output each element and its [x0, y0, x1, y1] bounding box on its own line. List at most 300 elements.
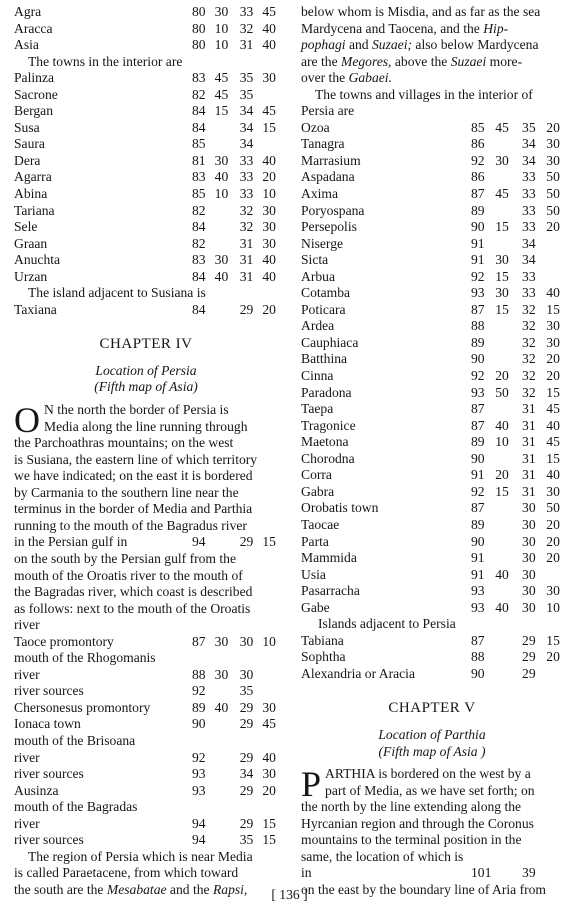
paragraph-line: on the east by the boundary line of Aria from — [301, 881, 546, 897]
latitude-minutes: 50 — [546, 500, 560, 516]
longitude-degrees: 90 — [471, 351, 485, 367]
latitude-minutes: 50 — [546, 169, 560, 185]
longitude-degrees: 93 — [471, 583, 485, 599]
latitude-degrees: 29 — [239, 815, 254, 831]
coordinate-row — [301, 236, 563, 253]
place-name: river — [14, 666, 40, 682]
longitude-degrees: 84 — [192, 301, 206, 317]
place-name: river — [14, 815, 40, 831]
coordinate-row — [14, 120, 278, 137]
place-name: Sele — [14, 219, 38, 235]
longitude-minutes: 15 — [495, 483, 509, 499]
persia-islands-table — [301, 633, 563, 683]
coordinate-row — [301, 484, 563, 501]
latitude-degrees: 34 — [239, 103, 254, 119]
coordinate-row — [301, 865, 563, 882]
latitude-minutes: 30 — [262, 235, 276, 251]
latitude-minutes: 15 — [546, 632, 560, 648]
place-name: Persepolis — [301, 219, 357, 235]
longitude-minutes: 30 — [495, 152, 509, 168]
coast-town-table — [14, 4, 278, 54]
latitude-minutes: 15 — [262, 832, 276, 848]
longitude-minutes — [215, 799, 240, 816]
paragraph-line: N the north the border of Persia is — [44, 402, 229, 418]
coordinate-row — [301, 186, 563, 203]
longitude-minutes: 40 — [214, 169, 229, 185]
latitude-minutes: 30 — [546, 152, 560, 168]
longitude-degrees: 82 — [192, 202, 206, 218]
longitude-degrees: 82 — [192, 235, 206, 251]
chapter-iv-title: CHAPTER IV — [99, 336, 193, 353]
place-name: Paradona — [301, 384, 352, 400]
latitude-degrees — [240, 799, 263, 816]
longitude-degrees: 92 — [192, 683, 206, 699]
longitude-degrees: 84 — [192, 268, 206, 284]
longitude-degrees: 91 — [471, 467, 485, 483]
latitude-degrees: 31 — [239, 235, 254, 251]
interior-town-table — [14, 70, 278, 285]
longitude-degrees — [192, 733, 215, 750]
place-name: Axima — [301, 186, 338, 202]
latitude-minutes: 20 — [546, 533, 560, 549]
longitude-minutes — [215, 219, 240, 236]
longitude-minutes — [495, 666, 522, 683]
coordinate-row — [301, 302, 563, 319]
longitude-minutes — [495, 318, 522, 335]
longitude-degrees: 87 — [471, 500, 485, 516]
latitude-minutes: 40 — [262, 37, 276, 53]
latitude-minutes — [262, 650, 278, 667]
longitude-degrees: 80 — [192, 20, 206, 36]
place-name: Cotamba — [301, 285, 351, 301]
longitude-minutes — [215, 750, 240, 767]
longitude-degrees: 82 — [192, 86, 206, 102]
left-column — [14, 4, 278, 898]
coordinate-row — [14, 21, 278, 38]
coordinate-row — [14, 103, 278, 120]
latitude-degrees: 34 — [239, 136, 254, 152]
longitude-minutes: 10 — [495, 434, 509, 450]
longitude-minutes — [215, 816, 240, 833]
latitude-degrees: 32 — [239, 219, 254, 235]
latitude-minutes: 15 — [546, 450, 560, 466]
latitude-degrees: 35 — [239, 832, 254, 848]
coordinate-row — [14, 37, 278, 54]
coordinate-row — [14, 716, 278, 733]
latitude-degrees: 35 — [239, 70, 254, 86]
latitude-minutes: 15 — [262, 815, 276, 831]
latitude-minutes: 30 — [546, 483, 560, 499]
paragraph-line: river — [14, 617, 40, 633]
longitude-minutes — [495, 649, 522, 666]
latitude-degrees: 32 — [522, 318, 536, 334]
coordinate-row — [14, 816, 278, 833]
paragraph-line: mouth of the Oroatis river to the mouth of — [14, 567, 243, 583]
longitude-degrees: 93 — [471, 285, 485, 301]
coordinate-row — [14, 534, 278, 551]
place-name: Sicta — [301, 252, 329, 268]
longitude-minutes — [495, 169, 522, 186]
latitude-minutes: 45 — [546, 434, 560, 450]
longitude-degrees: 90 — [471, 665, 485, 681]
latitude-minutes — [546, 236, 563, 253]
longitude-minutes: 40 — [495, 566, 509, 582]
latitude-degrees: 30 — [522, 516, 536, 532]
longitude-minutes: 30 — [214, 4, 229, 19]
persia-towns-table — [301, 120, 563, 616]
longitude-degrees: 88 — [471, 649, 485, 665]
latitude-minutes: 20 — [546, 219, 560, 235]
longitude-degrees: 88 — [471, 318, 485, 334]
place-name: Cinna — [301, 368, 334, 384]
paragraph-line: mountains to the terminal position in the — [301, 832, 522, 848]
coordinate-row — [14, 219, 278, 236]
latitude-minutes: 15 — [262, 534, 276, 550]
latitude-minutes: 30 — [546, 334, 560, 350]
longitude-degrees: 83 — [192, 169, 206, 185]
longitude-minutes: 40 — [495, 599, 509, 615]
place-name: Orobatis town — [301, 500, 379, 516]
coordinate-row — [301, 550, 563, 567]
coordinate-row — [301, 269, 563, 286]
longitude-minutes: 30 — [214, 152, 229, 168]
place-name: Urzan — [14, 268, 48, 284]
coordinate-row — [14, 4, 278, 21]
latitude-minutes: 45 — [262, 4, 276, 19]
longitude-minutes — [495, 335, 522, 352]
place-name: mouth of the Bagradas — [14, 799, 138, 815]
place-name: mouth of the Brisoana — [14, 732, 136, 748]
longitude-degrees: 88 — [192, 666, 206, 682]
latitude-degrees: 31 — [522, 450, 536, 466]
region-text-line: the south are the Mesabatae and the Rapsi, — [14, 881, 248, 897]
longitude-minutes — [495, 236, 522, 253]
paragraph-line: Hyrcanian region and through the Coronus — [301, 815, 534, 831]
islands-heading: Islands adjacent to Persia — [318, 616, 456, 632]
latitude-degrees: 33 — [522, 268, 536, 284]
south-border-text — [14, 551, 278, 634]
place-name: Usia — [301, 566, 326, 582]
latitude-minutes: 50 — [546, 202, 560, 218]
place-name: Bergan — [14, 103, 54, 119]
coordinate-row — [301, 351, 563, 368]
latitude-minutes: 40 — [262, 749, 276, 765]
coordinate-row — [301, 136, 563, 153]
paragraph-line: ARTHIA is bordered on the west by a — [325, 766, 531, 782]
chapter-v-paragraph — [301, 766, 563, 898]
place-name: Corra — [301, 467, 332, 483]
coordinate-row — [301, 285, 563, 302]
persian-coast-table — [14, 634, 278, 849]
longitude-minutes — [215, 203, 240, 220]
chapter-v-subtitle: Location of Parthia — [378, 726, 486, 742]
longitude-minutes — [495, 583, 522, 600]
longitude-degrees: 86 — [471, 169, 485, 185]
latitude-degrees: 33 — [522, 186, 536, 202]
latitude-degrees: 33 — [239, 4, 254, 19]
coordinate-row — [14, 203, 278, 220]
place-name: Cauphiaca — [301, 334, 359, 350]
latitude-degrees: 39 — [522, 865, 536, 881]
paragraph-line: same, the location of which is — [301, 848, 464, 864]
latitude-minutes: 40 — [546, 467, 560, 483]
latitude-degrees: 29 — [239, 782, 254, 798]
place-name: Chorodna — [301, 450, 355, 466]
latitude-degrees — [240, 733, 263, 750]
longitude-degrees: 81 — [192, 152, 206, 168]
longitude-degrees: 93 — [192, 766, 206, 782]
latitude-degrees: 31 — [239, 268, 254, 284]
longitude-degrees: 92 — [471, 368, 485, 384]
place-name: Tragonice — [301, 417, 356, 433]
longitude-minutes — [215, 534, 240, 551]
longitude-minutes — [215, 120, 240, 137]
intro-text-line: below whom is Misdia, and as far as the sea — [301, 4, 541, 19]
longitude-degrees: 87 — [471, 186, 485, 202]
latitude-degrees: 33 — [239, 152, 254, 168]
longitude-minutes: 30 — [214, 633, 229, 649]
latitude-degrees: 33 — [522, 285, 536, 301]
longitude-minutes: 45 — [214, 70, 229, 86]
coordinate-row — [301, 368, 563, 385]
coordinate-row — [301, 534, 563, 551]
coordinate-row — [301, 434, 563, 451]
coordinate-row — [14, 186, 278, 203]
place-name: Palinza — [14, 70, 55, 86]
latitude-degrees: 35 — [522, 119, 536, 135]
place-name: Aracca — [14, 20, 53, 36]
coordinate-row — [14, 169, 278, 186]
place-name: Pasarracha — [301, 583, 360, 599]
latitude-minutes: 20 — [262, 301, 276, 317]
intro-text-line: Mardycena and Taocena, and the Hip- — [301, 20, 509, 36]
paragraph-line: on the south by the Persian gulf from the — [14, 550, 236, 566]
place-name: Taocae — [301, 516, 340, 532]
longitude-minutes: 30 — [495, 252, 509, 268]
place-name: Abina — [14, 186, 48, 202]
place-name: Alexandria or Aracia — [301, 665, 415, 681]
longitude-minutes — [215, 766, 240, 783]
longitude-degrees: 89 — [471, 516, 485, 532]
longitude-degrees: 87 — [471, 401, 485, 417]
place-name: Asia — [14, 37, 39, 53]
latitude-minutes: 30 — [262, 219, 276, 235]
place-name: Gabe — [301, 599, 330, 615]
paragraph-line: as follows: next to the mouth of the Oroatis — [14, 600, 251, 616]
latitude-minutes — [262, 733, 278, 750]
latitude-degrees: 29 — [239, 716, 254, 732]
latitude-degrees: 29 — [522, 649, 536, 665]
latitude-degrees: 32 — [522, 351, 536, 367]
longitude-minutes: 40 — [214, 268, 229, 284]
longitude-degrees: 80 — [192, 37, 206, 53]
paragraph-line: by Carmania to the southern line near the — [14, 484, 239, 500]
longitude-minutes: 20 — [495, 467, 509, 483]
longitude-degrees: 91 — [471, 550, 485, 566]
place-name: Agarra — [14, 169, 52, 185]
place-name: Aspadana — [301, 169, 355, 185]
latitude-degrees: 31 — [522, 401, 536, 417]
longitude-degrees: 93 — [192, 782, 206, 798]
place-name: Parta — [301, 533, 329, 549]
longitude-minutes — [495, 351, 522, 368]
coordinate-row — [14, 783, 278, 800]
place-name: river sources — [14, 832, 84, 848]
longitude-degrees: 84 — [192, 103, 206, 119]
longitude-degrees: 83 — [192, 70, 206, 86]
island-heading: The island adjacent to Susiana is — [28, 285, 206, 301]
paragraph-line: the Parchoathras mountains; on the west — [14, 435, 234, 451]
longitude-degrees: 94 — [192, 534, 206, 550]
longitude-minutes: 30 — [214, 252, 229, 268]
chapter-v-map-note: (Fifth map of Asia ) — [378, 743, 486, 759]
in-coordinate-row — [301, 865, 563, 882]
place-name: Sophtha — [301, 649, 346, 665]
longitude-degrees: 87 — [471, 301, 485, 317]
longitude-degrees: 90 — [471, 219, 485, 235]
place-name: Poticara — [301, 301, 346, 317]
coordinate-row — [14, 750, 278, 767]
region-text-line: is called Paraetacene, from which toward — [14, 865, 239, 881]
longitude-degrees: 91 — [471, 252, 485, 268]
longitude-degrees: 93 — [471, 599, 485, 615]
place-name: Ozoa — [301, 119, 330, 135]
place-name: Sacrone — [14, 86, 58, 102]
place-name: in the Persian gulf in — [14, 534, 128, 550]
place-name: river sources — [14, 766, 84, 782]
place-name: Tariana — [14, 202, 55, 218]
latitude-minutes: 20 — [546, 119, 560, 135]
longitude-degrees: 89 — [471, 334, 485, 350]
place-name: Susa — [14, 119, 40, 135]
coordinate-row — [301, 401, 563, 418]
latitude-minutes: 30 — [546, 136, 560, 152]
longitude-minutes: 15 — [495, 301, 509, 317]
latitude-minutes: 10 — [262, 186, 276, 202]
latitude-degrees: 35 — [239, 86, 254, 102]
latitude-degrees: 34 — [522, 152, 536, 168]
latitude-minutes: 40 — [262, 268, 276, 284]
coordinate-row — [14, 136, 278, 153]
longitude-minutes — [495, 633, 522, 650]
longitude-minutes — [215, 236, 240, 253]
place-name: Batthina — [301, 351, 348, 367]
latitude-degrees: 30 — [522, 566, 536, 582]
coordinate-row — [14, 733, 278, 750]
coordinate-row — [14, 799, 278, 816]
longitude-minutes — [215, 716, 240, 733]
latitude-minutes: 20 — [546, 351, 560, 367]
longitude-degrees: 89 — [471, 202, 485, 218]
paragraph-lines — [14, 402, 278, 534]
longitude-degrees: 89 — [192, 699, 206, 715]
latitude-minutes — [262, 667, 278, 684]
longitude-degrees: 93 — [471, 384, 485, 400]
place-name: Maetona — [301, 434, 349, 450]
latitude-degrees: 31 — [522, 417, 536, 433]
latitude-degrees: 33 — [239, 169, 254, 185]
coordinate-row — [14, 766, 278, 783]
coordinate-row — [14, 87, 278, 104]
latitude-minutes: 20 — [546, 550, 560, 566]
longitude-minutes: 40 — [214, 699, 229, 715]
paragraph-line: Media along the line running through — [44, 418, 248, 434]
longitude-degrees: 85 — [471, 119, 485, 135]
longitude-minutes: 45 — [495, 119, 509, 135]
longitude-degrees: 87 — [192, 633, 206, 649]
longitude-degrees: 92 — [471, 152, 485, 168]
longitude-minutes — [495, 534, 522, 551]
latitude-degrees: 33 — [522, 169, 536, 185]
latitude-degrees: 29 — [239, 749, 254, 765]
latitude-degrees: 32 — [522, 368, 536, 384]
place-name: Graan — [14, 235, 48, 251]
longitude-degrees: 92 — [192, 749, 206, 765]
latitude-degrees: 31 — [239, 37, 254, 53]
latitude-minutes — [546, 567, 563, 584]
latitude-degrees: 34 — [522, 235, 536, 251]
paragraph-line: is Susiana, the eastern line of which territory — [14, 451, 258, 467]
latitude-minutes — [262, 799, 278, 816]
longitude-minutes — [215, 783, 240, 800]
coordinate-row — [14, 700, 278, 717]
longitude-minutes — [495, 136, 522, 153]
place-name: Tanagra — [301, 136, 345, 152]
latitude-minutes: 30 — [262, 766, 276, 782]
coordinate-row — [301, 567, 563, 584]
place-name: Saura — [14, 136, 45, 152]
latitude-minutes: 40 — [262, 152, 276, 168]
coordinate-row — [301, 467, 563, 484]
island-table — [14, 302, 278, 319]
longitude-degrees: 101 — [471, 865, 492, 881]
place-name: Agra — [14, 4, 42, 19]
intro-text-line: pophagi and Suzaei; also below Mardycena — [301, 37, 539, 53]
latitude-minutes: 45 — [546, 401, 560, 417]
longitude-degrees: 89 — [471, 434, 485, 450]
chapter-v-title: CHAPTER V — [388, 700, 476, 717]
longitude-minutes: 45 — [214, 86, 229, 102]
latitude-minutes: 10 — [262, 633, 276, 649]
latitude-degrees: 30 — [522, 500, 536, 516]
chapter-iv-subtitle: Location of Persia — [95, 362, 197, 378]
place-name: Ausinza — [14, 782, 59, 798]
longitude-degrees: 84 — [192, 219, 206, 235]
latitude-degrees: 32 — [522, 334, 536, 350]
coordinate-row — [301, 666, 563, 683]
place-name: river sources — [14, 683, 84, 699]
place-name: river — [14, 749, 40, 765]
longitude-degrees: 85 — [192, 186, 206, 202]
latitude-minutes: 45 — [262, 103, 276, 119]
latitude-degrees: 32 — [239, 20, 254, 36]
latitude-degrees: 30 — [522, 533, 536, 549]
paragraph-line: the Bagradas river, which coast is described — [14, 584, 253, 600]
place-name: Tabiana — [301, 632, 344, 648]
intro-text-line: over the Gabaei. — [301, 70, 392, 86]
place-name: Gabra — [301, 483, 335, 499]
latitude-minutes: 40 — [262, 252, 276, 268]
longitude-minutes — [215, 136, 240, 153]
latitude-degrees: 34 — [239, 119, 254, 135]
latitude-minutes — [262, 683, 278, 700]
towns-heading: The towns and villages in the interior of — [315, 86, 533, 102]
intro-text-line: are the Megores, above the Suzaei more- — [301, 53, 523, 69]
coordinate-row — [301, 203, 563, 220]
longitude-minutes — [495, 401, 522, 418]
longitude-minutes: 45 — [495, 186, 509, 202]
longitude-minutes — [495, 203, 522, 220]
